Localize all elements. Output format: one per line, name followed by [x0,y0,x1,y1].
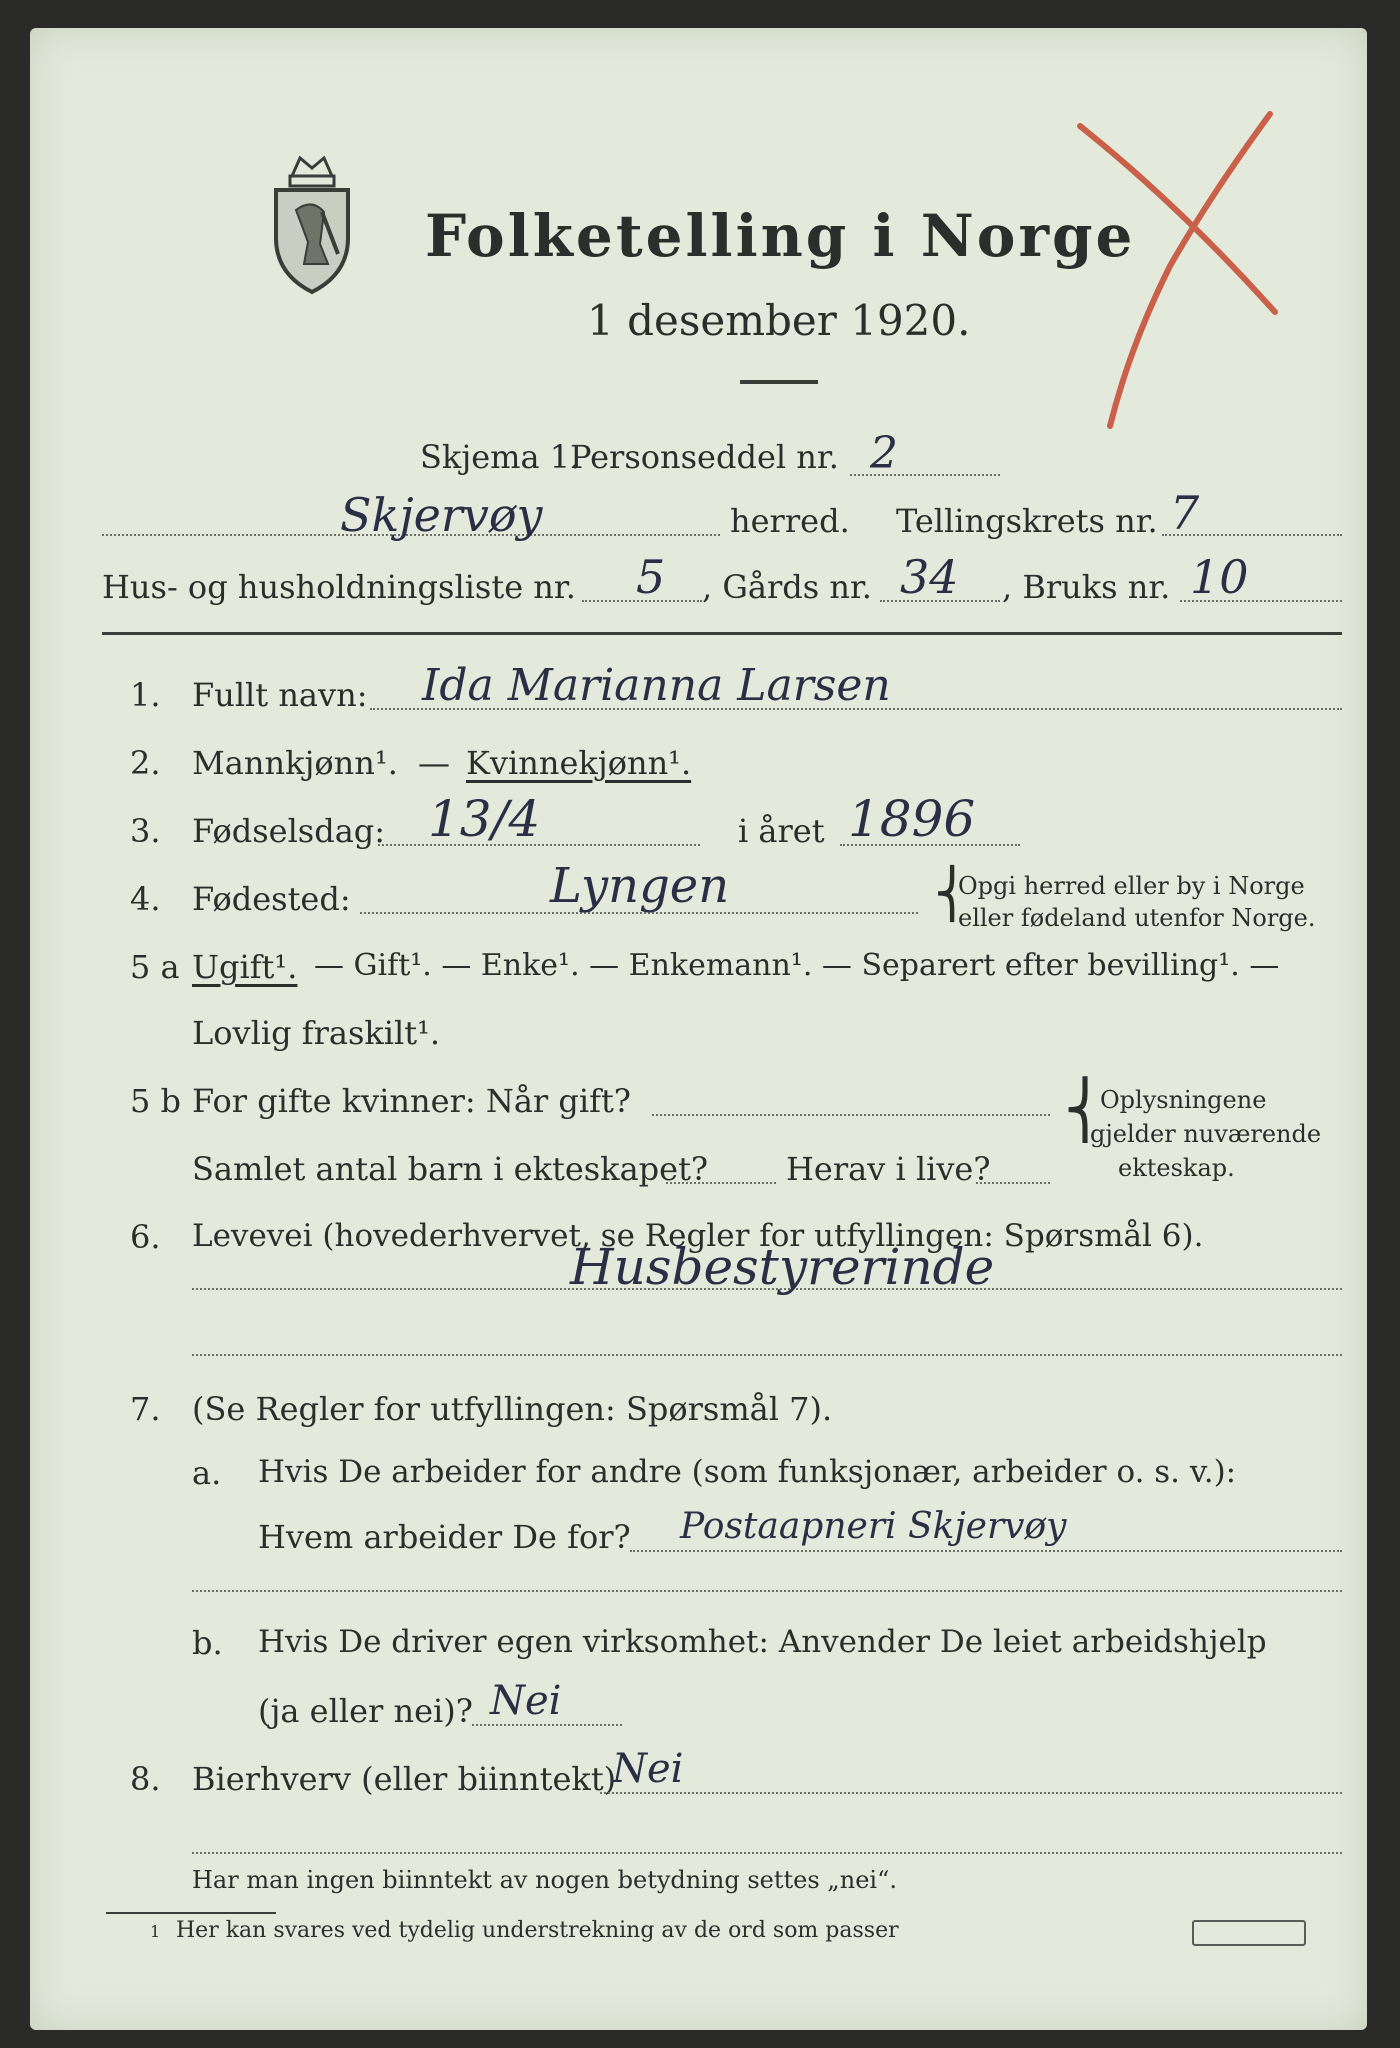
bruks-label: , Bruks nr. [1002,568,1171,606]
q1-full-name-value[interactable]: Ida Marianna Larsen [422,660,891,711]
q2-female-option[interactable]: Kvinnekjønn¹. [466,744,692,782]
q5b-married-line [652,1114,1050,1116]
q7a-line1: Hvis De arbeider for andre (som funksjonær, arbeider o. s. v.): [258,1454,1237,1490]
hus-label: Hus- og husholdningsliste nr. [102,568,576,606]
q5b-number: 5 b [130,1082,182,1120]
q7b-hire-line [472,1724,622,1726]
form-title: Folketelling i Norge [425,202,1136,270]
footnote-divider [106,1912,276,1914]
q4-number: 4. [130,880,161,918]
q7b-letter: b. [192,1624,223,1662]
q7a-letter: a. [192,1454,222,1492]
q5b-label3: Herav i live? [786,1150,991,1188]
q6-line2 [192,1354,1342,1356]
personseddel-value[interactable]: 2 [870,428,898,479]
q8-label: Bierhverv (eller biinntekt) [192,1760,617,1798]
q7-number: 7. [130,1390,161,1428]
q6-label: Levevei (hovederhvervet, se Regler for utfyllingen: Spørsmål 6). [192,1218,1204,1254]
q7b-hire-value[interactable]: Nei [490,1678,562,1724]
q2-male-option[interactable]: Mannkjønn¹. [192,744,398,782]
q5b-note-line3: ekteskap. [1118,1154,1235,1182]
bruks-value[interactable]: 10 [1190,550,1249,604]
q7a-employer-value[interactable]: Postaapneri Skjervøy [680,1506,1067,1547]
q5b-note-brace: ⎨ [1064,1078,1106,1143]
printer-stamp [1192,1920,1306,1946]
q4-note-line2: eller fødeland utenfor Norge. [958,904,1316,932]
q5b-alive-line [976,1182,1050,1184]
footnote-number: 1 [150,1922,161,1941]
q5b-children-line [666,1182,776,1184]
q5a-line2[interactable]: Lovlig fraskilt¹. [192,1014,441,1052]
norwegian-coat-of-arms-icon [262,146,362,296]
skjema-label: Skjema 1. [420,438,581,476]
herred-label: herred. [730,502,850,540]
header-divider [102,632,1342,635]
q5b-note-line1: Oplysningene [1100,1086,1267,1114]
personseddel-label: Personseddel nr. [570,438,839,476]
title-divider [740,380,818,384]
q6-number: 6. [130,1218,161,1256]
q4-birthplace-value[interactable]: Lyngen [550,858,730,914]
q3-number: 3. [130,812,161,850]
q5a-number: 5 a [130,948,180,986]
q5b-note-line2: gjelder nuværende [1090,1120,1322,1148]
q7a-line2: Hvem arbeider De for? [258,1518,631,1556]
q5b-label2: Samlet antal barn i ekteskapet? [192,1150,709,1188]
q4-label: Fødested: [192,880,351,918]
q6-occupation-value[interactable]: Husbestyrerinde [570,1238,995,1296]
q3-year-value[interactable]: 1896 [848,790,976,848]
q7a-employer-line2 [192,1590,1342,1592]
q4-note-brace: ⎨ [934,866,970,922]
tellingskrets-label: Tellingskrets nr. [896,502,1158,540]
q7-label: (Se Regler for utfyllingen: Spørsmål 7). [192,1390,833,1428]
q4-note-line1: Opgi herred eller by i Norge [958,872,1305,900]
footer-note: Har man ingen biinntekt av nogen betydning settes „nei“. [192,1866,897,1894]
footnote-text: Her kan svares ved tydelig understrekning av de ord som passer [176,1918,899,1943]
red-cross-mark [1060,86,1290,446]
q8-line2 [192,1852,1342,1854]
q8-side-income-value[interactable]: Nei [612,1746,684,1792]
q8-number: 8. [130,1760,161,1798]
q7b-line1: Hvis De driver egen virksomhet: Anvender De leiet arbeidshjelp [258,1624,1267,1660]
q1-number: 1. [130,676,161,714]
tellingskrets-value[interactable]: 7 [1170,486,1200,540]
q5a-other-options[interactable]: — Gift¹. — Enke¹. — Enkemann¹. — Separert efter bevilling¹. — [314,948,1280,983]
q2-dash: — [418,744,450,782]
q1-label: Fullt navn: [192,676,368,714]
gards-value[interactable]: 34 [900,550,959,604]
form-date: 1 desember 1920. [587,296,971,345]
q7b-line2: (ja eller nei)? [258,1692,473,1730]
q5a-ugift-option[interactable]: Ugift¹. [192,948,298,986]
q3-label: Fødselsdag: [192,812,386,850]
census-form-sheet [30,28,1367,2030]
q3-birthday-value[interactable]: 13/4 [428,790,541,848]
q2-number: 2. [130,744,161,782]
hus-value[interactable]: 5 [636,550,666,604]
q7a-employer-line [630,1550,1342,1552]
q8-line [600,1792,1342,1794]
q3-year-label: i året [738,812,825,850]
herred-value[interactable]: Skjervøy [340,488,543,542]
q5b-label1: For gifte kvinner: Når gift? [192,1082,631,1120]
gards-label: , Gårds nr. [702,568,872,606]
